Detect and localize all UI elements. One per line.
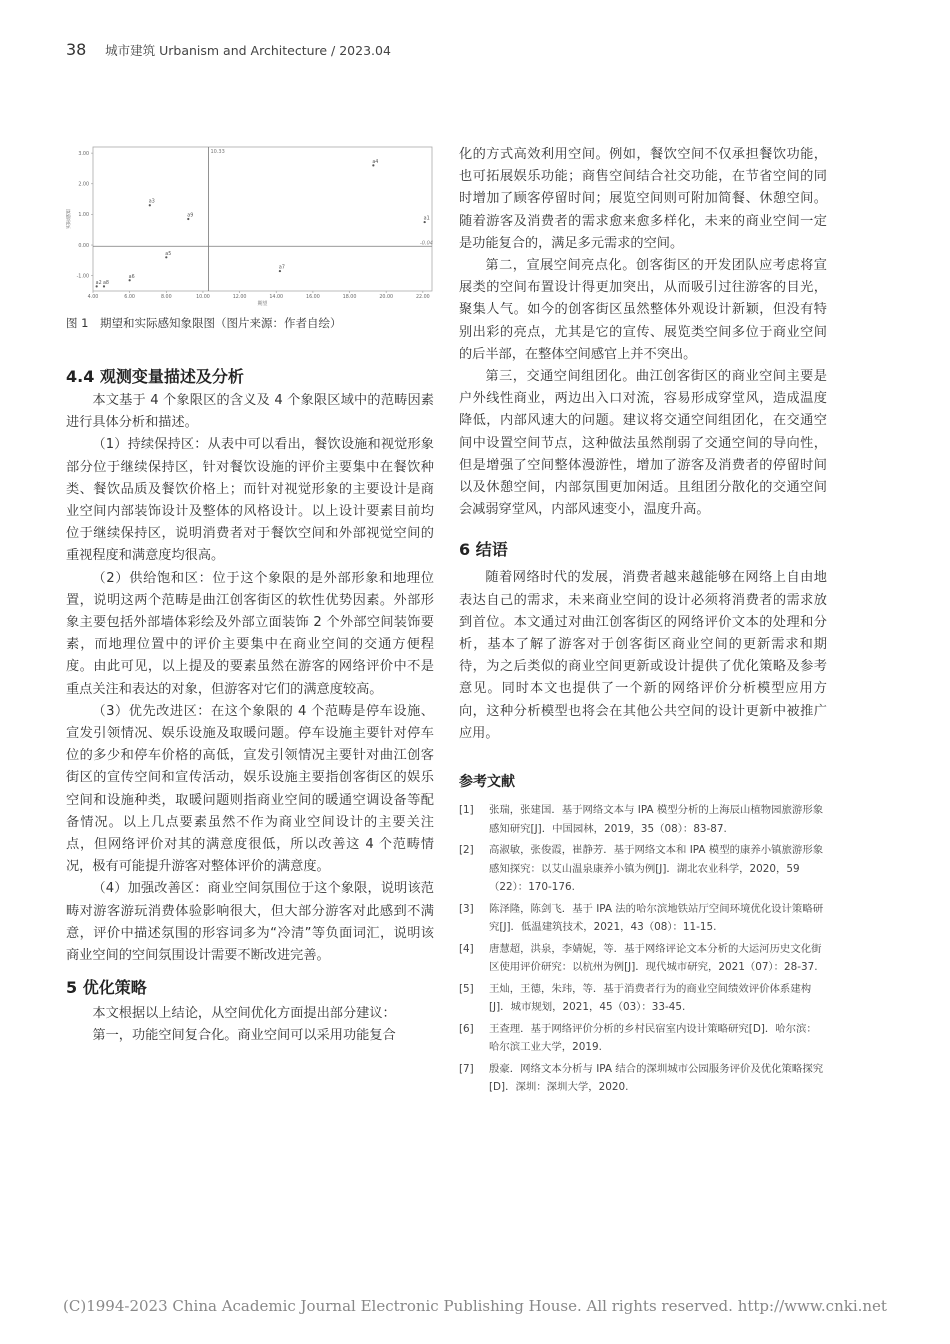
section-6-title: 6 结语 — [459, 540, 508, 560]
y-axis-label: 实际感知 — [66, 208, 72, 230]
x-tick-label: 8.00 — [160, 295, 172, 300]
references-title: 参考文献 — [459, 774, 515, 791]
paragraph: 随着网络时代的发展，消费者越来越能够在网络上自由地表达自己的需求，未来商业空间的设计必须将消费者的需求放到首位。本文通过对曲江创客街区的网络评价文本的处理和分析，基本了解了游客对于创客街区商业空间的更新需求和期待，为之后类似的商业空间更新或设计提供了优化策略及参考意见。同时本文也提供了一个新的网络评价分析模型应用方向，这种分析模型也将会在其他公共空间的设计更新中被推广应用。 — [459, 570, 827, 741]
figure-caption: 图 1 期望和实际感知象限图（图片来源：作者自绘） — [66, 316, 342, 330]
reference-item: [1] 张瑞，张建国．基于网络文本与 IPA 模型分析的上海辰山植物园旅游形象感知研究[J]．中国园林，2019，35（08）：83-87. — [459, 804, 824, 835]
references-list — [459, 801, 827, 1097]
x-tick-label: 6.00 — [124, 295, 135, 300]
y-tick-label: -1.00 — [76, 274, 89, 280]
x-reference-label: 10.33 — [210, 149, 225, 155]
reference-item: [6] 王查理．基于网络评价分析的乡村民宿室内设计策略研究[D]．哈尔滨：哈尔滨工业大学，2019. — [459, 1022, 817, 1054]
x-tick-label: 20.00 — [379, 295, 394, 300]
x-tick-label: 22.00 — [415, 295, 430, 300]
y-reference-label: -0.04 — [420, 240, 433, 247]
paragraph: 本文基于 4 个象限区的含义及 4 个象限区域中的范畴因素进行具体分析和描述。 — [66, 393, 434, 431]
point-label: a4 — [372, 159, 379, 165]
page-number: 38 — [66, 40, 87, 59]
right-column — [459, 144, 827, 1100]
paragraph: 第三，交通空间组团化。曲江创客街区的商业空间主要是户外线性商业，两边出入口对流，容易形成穿堂风，造成温度降低，内部风速大的问题。建议将交通空间组团化，在交通空间中设置空间节点，这种做法虽然削弱了交通空间的导向性，但是增强了空间整体漫游性，增加了游客及消费者的停留时间以及休憩空间，内部氛围更加闲适。且组团分散化的交通空间会减弱穿堂风，内部风速变小，温度升高。 — [459, 369, 827, 518]
x-tick-label: 18.00 — [342, 295, 357, 300]
point-label: a3 — [148, 199, 155, 205]
y-tick-label: 1.00 — [78, 213, 89, 219]
plot-frame — [93, 147, 432, 291]
reference-item: [7] 殷豪．网络文本分析与 IPA 结合的深圳城市公园服务评价及优化策略探究[D]．深圳：深圳大学，2020. — [459, 1062, 824, 1094]
paragraph: 第一，功能空间复合化。商业空间可以采用功能复合 — [92, 1028, 396, 1044]
section-5-title: 5 优化策略 — [66, 978, 147, 998]
point-label: a9 — [187, 213, 194, 219]
x-tick-label: 16.00 — [306, 295, 320, 300]
point-label: a5 — [165, 251, 172, 257]
point-label: a6 — [128, 274, 135, 280]
running-header — [66, 40, 391, 59]
x-tick-label: 14.00 — [269, 295, 284, 300]
paragraph: 本文根据以上结论，从空间优化方面提出部分建议： — [92, 1006, 396, 1022]
section-4-4-title: 4.4 观测变量描述及分析 — [66, 367, 244, 386]
left-column — [66, 366, 434, 1048]
y-tick-label: 0.00 — [78, 243, 89, 249]
ipa-scatter-chart — [66, 141, 436, 309]
x-axis-label: 期望 — [257, 301, 268, 307]
paragraph: 第二，宣展空间亮点化。创客街区的开发团队应考虑将宣展类的空间布置设计得更加突出，从而吸引过往游客的目光，聚集人气。如今的创客街区虽然整体外观设计新颖，但没有特别出彩的亮点，尤其是它的宣传、展览类空间多位于商业空间的后半部，在整体空间感官上并不突出。 — [459, 258, 827, 362]
point-label: a7 — [278, 265, 285, 271]
paragraph: （3）优先改进区：在这个象限的 4 个范畴是停车设施、宣发引领情况、娱乐设施及取暖问题。停车设施主要针对停车位的多少和停车价格的高低，宣发引领情况主要针对曲江创客街区的宣传空间和宣传活动，娱乐设施主要指创客街区的娱乐空间和设施种类，取暖问题则指商业空间的暖通空调设备等配备情况。以上几点要素虽然不作为商业空间设计的主要关注点，但网络评价对其的满意度很低，所以改善这 4 个范畴情况，极有可能提升游客对整体评价的满意度。 — [66, 703, 434, 875]
paragraph: 化的方式高效利用空间。例如，餐饮空间不仅承担餐饮功能，也可拓展娱乐功能；商售空间结合社交功能，在节省空间的同时增加了顾客停留时间；展览空间则可附加简餐、休憩空间。随着游客及消费者的需求愈来愈多样化，未来的商业空间一定是功能复合的，满足多元需求的空间。 — [459, 147, 827, 251]
journal-title: 城市建筑 Urbanism and Architecture / 2023.04 — [105, 43, 391, 58]
y-tick-label: 3.00 — [78, 151, 89, 157]
reference-item: [4] 唐慧超，洪泉，李婧妮，等．基于网络评论文本分析的大运河历史文化街区使用评价研究：以杭州为例[J]．现代城市研究，2021（07）：28-37. — [459, 942, 822, 974]
y-tick-label: 2.00 — [78, 182, 89, 188]
paragraph: （4）加强改善区：商业空间氛围位于这个象限，说明该范畴对游客游玩消费体验影响很大，但大部分游客对此感到不满意，评价中描述氛围的形容词多为“冷清”等负面词汇，说明该商业空间的空间氛围设计需要不断改进完善。 — [66, 881, 434, 964]
reference-item: [2] 高淑敏，张俊霞，崔静芳．基于网络文本和 IPA 模型的康养小镇旅游形象感知探究：以艾山温泉康养小镇为例[J]．湖北农业科学，2020，59（22）：170-176. — [459, 844, 824, 894]
x-tick-label: 10.00 — [196, 295, 210, 300]
figure-1 — [66, 141, 436, 309]
paragraph: （1）持续保持区：从表中可以看出，餐饮设施和视觉形象部分位于继续保持区，针对餐饮设施的评价主要集中在餐饮种类、餐饮品质及餐饮价格上；而针对视觉形象的主要设计是商业空间内部装饰设计及整体的风格设计。以上设计要素目前均位于继续保持区，说明消费者对于餐饮空间和外部视觉空间的重视程度和满意度均很高。 — [66, 437, 434, 564]
x-tick-label: 12.00 — [232, 295, 247, 300]
paragraph: （2）供给饱和区：位于这个象限的是外部形象和地理位置，说明这两个范畴是曲江创客街区的软性优势因素。外部形象主要包括外部墙体彩绘及外部立面装饰 2 个外部空间装饰要素，而地理位置中的评价主要集中在商业空间的交通方便程度。由此可见，以上提及的要素虽然在游客的网络评价中不是重点关注和表达的对象，但游客对它们的满意度较高。 — [66, 570, 434, 697]
copyright-footer: (C)1994-2023 China Academic Journal Electronic Publishing House. All rights reserved. http://www.cnki.net — [63, 1297, 887, 1315]
x-tick-label: 4.00 — [87, 295, 99, 300]
point-label: a8 — [102, 280, 109, 286]
point-label: a2 — [95, 280, 102, 286]
reference-item: [5] 王灿，王德，朱玮，等．基于消费者行为的商业空间绩效评价体系建构[J]．城市规划，2021，45（03）：33-45. — [459, 982, 812, 1014]
reference-item: [3] 陈泽隆，陈剑飞．基于 IPA 法的哈尔滨地铁站厅空间环境优化设计策略研究[J]．低温建筑技术，2021，43（08）：11-15. — [459, 902, 824, 934]
point-label: a1 — [423, 216, 430, 222]
